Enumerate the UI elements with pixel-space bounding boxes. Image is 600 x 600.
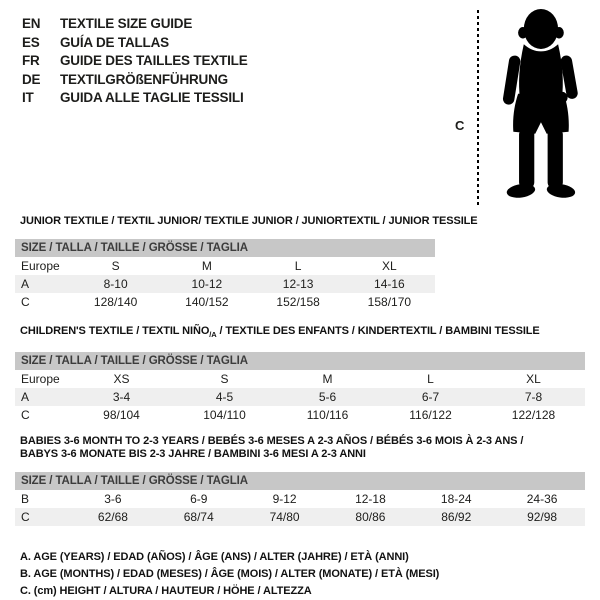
measurement-legend: [20, 549, 585, 600]
language-list: [22, 15, 248, 108]
lang-row-fr: [22, 52, 248, 71]
lang-label: GUÍA DE TALLAS: [60, 34, 169, 50]
table-cell: 152/158: [276, 295, 320, 309]
babies-title-line1: BABIES 3-6 MONTH TO 2-3 YEARS / BEBÉS 3-6 MESES A 2-3 AÑOS / BÉBÉS 3-6 MOIS À 2-3 ANS /: [20, 435, 524, 448]
table-cell: 14-16: [374, 277, 405, 291]
table-cell: 98/104: [103, 408, 140, 423]
row-label: C: [21, 510, 30, 525]
lang-code: EN: [22, 16, 41, 31]
children-size-table: [15, 352, 585, 424]
table-row: [15, 490, 585, 508]
lang-label: TEXTILGRÖßENFÜHRUNG: [60, 71, 228, 87]
row-label: A: [21, 277, 30, 291]
legend-line-b: B. AGE (MONTHS) / EDAD (MESES) / ÂGE (MOIS) / ALTER (MONATE) / ETÀ (MESI): [20, 568, 440, 581]
table-row: [15, 508, 585, 526]
lang-row-it: [22, 89, 248, 108]
lang-label: GUIDE DES TAILLES TEXTILE: [60, 53, 248, 68]
size-header-bar: SIZE / TALLA / TAILLE / GRÖSSE / TAGLIA: [15, 239, 435, 257]
table-cell: XL: [382, 259, 397, 273]
table-cell: 128/140: [93, 295, 138, 309]
table-cell: 86/92: [441, 510, 472, 525]
height-figure: [450, 6, 598, 210]
title-part: / TEXTILE DES ENFANTS / KINDERTEXTIL / BAMBINI TESSILE: [216, 325, 540, 337]
row-label: Europe: [21, 259, 60, 273]
table-cell: S: [220, 372, 229, 387]
size-header-bar: SIZE / TALLA / TAILLE / GRÖSSE / TAGLIA: [15, 472, 585, 490]
lang-row-de: [22, 71, 248, 90]
junior-size-table: [15, 239, 435, 311]
table-cell: 4-5: [215, 390, 234, 405]
lang-code: DE: [22, 71, 41, 87]
table-cell: 68/74: [183, 510, 214, 525]
children-table-title: [20, 325, 585, 341]
table-row: [15, 275, 435, 293]
table-row: [15, 370, 585, 388]
lang-code: FR: [22, 53, 40, 68]
table-cell: 3-4: [112, 390, 131, 405]
table-cell: M: [201, 259, 212, 273]
table-cell: 92/98: [527, 510, 558, 525]
table-cell: 12-18: [355, 492, 386, 507]
table-cell: XL: [526, 372, 541, 387]
table-cell: 80/86: [355, 510, 386, 525]
lang-code: IT: [22, 90, 34, 105]
table-row: [15, 406, 585, 424]
table-cell: 3-6: [104, 492, 122, 507]
table-cell: 24-36: [526, 492, 558, 507]
junior-table-title: JUNIOR TEXTILE / TEXTIL JUNIOR/ TEXTILE JUNIOR / JUNIORTEXTIL / JUNIOR TESSILE: [20, 215, 478, 227]
table-cell: 7-8: [524, 390, 543, 405]
table-cell: XS: [113, 372, 130, 387]
table-cell: 18-24: [440, 492, 472, 507]
table-cell: 12-13: [282, 277, 314, 291]
baby-silhouette-icon: [490, 8, 590, 208]
row-label: Europe: [21, 372, 60, 387]
table-cell: 5-6: [318, 390, 337, 405]
table-cell: 62/68: [97, 510, 128, 525]
table-cell: L: [427, 372, 434, 387]
lang-label: GUIDA ALLE TAGLIE TESSILI: [60, 90, 244, 105]
legend-line-a: A. AGE (YEARS) / EDAD (AÑOS) / ÂGE (ANS) / ALTER (JAHRE) / ETÀ (ANNI): [20, 551, 409, 564]
lang-row-es: [22, 34, 248, 53]
lang-label: TEXTILE SIZE GUIDE: [60, 16, 193, 31]
table-cell: 9-12: [272, 492, 297, 507]
table-cell: M: [322, 372, 333, 387]
size-header-bar: SIZE / TALLA / TAILLE / GRÖSSE / TAGLIA: [15, 352, 585, 370]
table-cell: S: [111, 259, 120, 273]
table-cell: 10-12: [191, 277, 223, 291]
table-row: [15, 257, 435, 275]
babies-table-title: [20, 435, 585, 461]
table-cell: 6-7: [421, 390, 440, 405]
height-measure-label: C: [455, 118, 465, 133]
lang-code: ES: [22, 34, 40, 50]
babies-title-line2: BABYS 3-6 MONATE BIS 2-3 JAHRE / BAMBINI 3-6 MESI A 2-3 ANNI: [20, 448, 366, 461]
table-cell: 74/80: [269, 510, 300, 525]
table-cell: 158/170: [367, 295, 412, 309]
table-cell: L: [294, 259, 302, 273]
table-cell: 122/128: [511, 408, 556, 423]
size-guide-content: [15, 215, 585, 600]
table-row: [15, 293, 435, 311]
title-subscript: /A: [209, 330, 217, 340]
table-cell: 6-9: [190, 492, 208, 507]
title-part: CHILDREN'S TEXTILE / TEXTIL NIÑO: [20, 325, 210, 337]
row-label: B: [21, 492, 30, 507]
height-dashed-line: [477, 10, 479, 206]
table-cell: 8-10: [103, 277, 128, 291]
legend-line-c: C. (cm) HEIGHT / ALTURA / HAUTEUR / HÖHE / ALTEZZA: [20, 585, 312, 598]
row-label: C: [21, 408, 30, 423]
babies-size-table: [15, 472, 585, 526]
table-cell: 140/152: [185, 295, 229, 309]
table-row: [15, 388, 585, 406]
table-cell: 104/110: [203, 408, 246, 423]
row-label: A: [21, 390, 30, 405]
lang-row-en: [22, 15, 248, 34]
table-cell: 110/116: [306, 408, 349, 423]
table-cell: 116/122: [409, 408, 452, 423]
row-label: C: [21, 295, 30, 309]
